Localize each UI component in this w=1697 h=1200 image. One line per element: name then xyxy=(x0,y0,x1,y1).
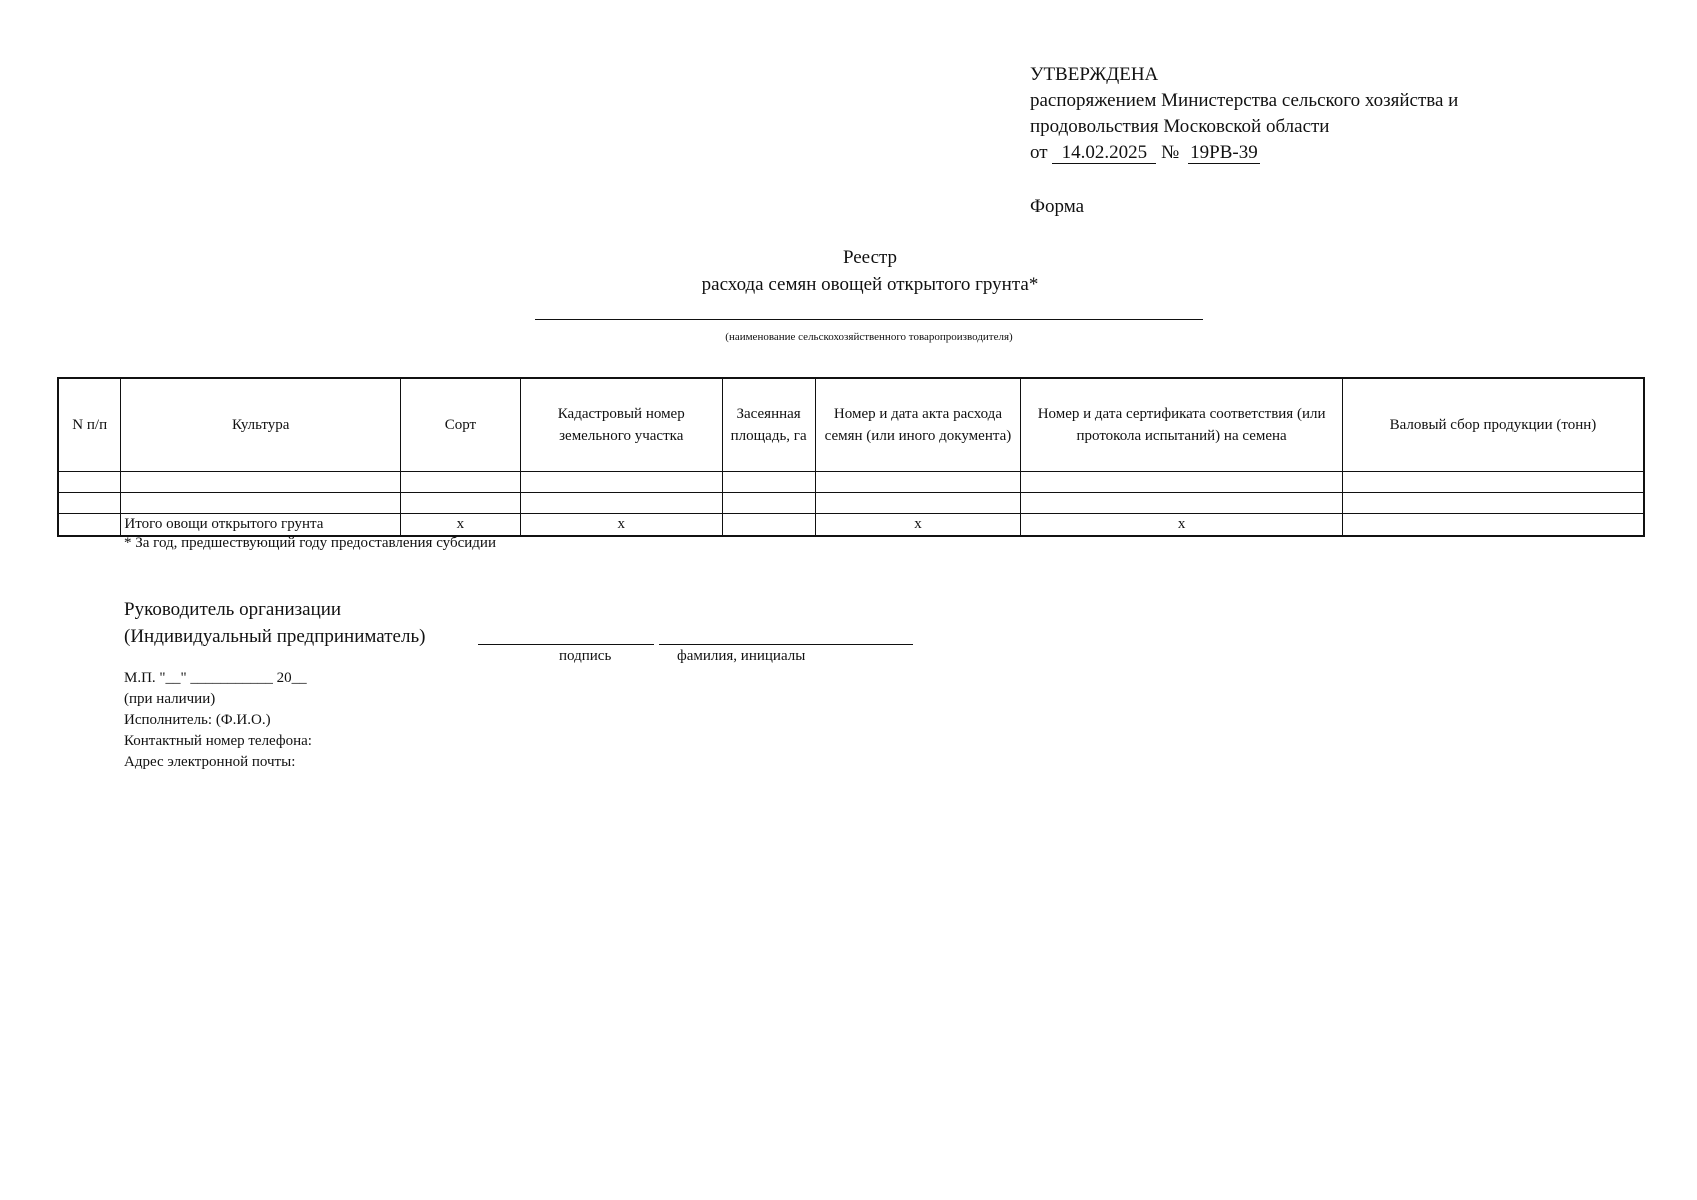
table-cell xyxy=(520,472,722,493)
executor-line: Исполнитель: (Ф.И.О.) xyxy=(124,712,271,728)
total-cadastral-cell: х xyxy=(520,514,722,537)
details-block xyxy=(124,668,312,773)
table-header-row xyxy=(58,378,1644,472)
total-number-cell xyxy=(58,514,121,537)
total-label: Итого овощи открытого грунта xyxy=(121,514,401,537)
header-certificate: Номер и дата сертификата соответствия (или протокола испытаний) на семена xyxy=(1021,378,1343,472)
approval-line-2: продовольствия Московской области xyxy=(1030,116,1330,137)
total-certificate-cell: х xyxy=(1021,514,1343,537)
table-cell xyxy=(121,493,401,514)
header-variety: Сорт xyxy=(401,378,521,472)
approval-from-label: от xyxy=(1030,142,1048,163)
table-cell xyxy=(401,493,521,514)
table-cell xyxy=(815,493,1021,514)
table-cell xyxy=(722,472,815,493)
header-area: Засеянная площадь, га xyxy=(722,378,815,472)
name-caption: фамилия, инициалы xyxy=(677,648,806,664)
total-act-cell: х xyxy=(815,514,1021,537)
table-row xyxy=(58,472,1644,493)
total-harvest-cell xyxy=(1342,514,1644,537)
header-crop: Культура xyxy=(121,378,401,472)
signature-title-line-2: (Индивидуальный предприниматель) xyxy=(124,626,426,647)
table-row xyxy=(58,493,1644,514)
table-cell xyxy=(1342,493,1644,514)
approval-number-label: № xyxy=(1161,142,1180,163)
signature-block xyxy=(124,596,425,650)
table-cell xyxy=(401,472,521,493)
signature-title-line-1: Руководитель организации xyxy=(124,599,342,620)
register-table xyxy=(57,377,1645,537)
producer-caption: (наименование сельскохозяйственного товаропроизводителя) xyxy=(725,331,1013,343)
email-line: Адрес электронной почты: xyxy=(124,754,296,770)
approval-line-1: распоряжением Министерства сельского хозяйства и xyxy=(1030,90,1459,111)
total-variety-cell: х xyxy=(401,514,521,537)
header-cadastral: Кадастровый номер земельного участка xyxy=(520,378,722,472)
stamp-note: (при наличии) xyxy=(124,691,216,707)
table-cell xyxy=(1021,493,1343,514)
table-cell xyxy=(815,472,1021,493)
document-title xyxy=(0,244,1697,298)
table-cell xyxy=(520,493,722,514)
table-cell xyxy=(121,472,401,493)
phone-line: Контактный номер телефона: xyxy=(124,733,312,749)
name-line xyxy=(659,644,913,645)
signature-caption: подпись xyxy=(559,648,612,664)
producer-name-line xyxy=(535,319,1203,320)
approval-date: 14.02.2025 xyxy=(1052,143,1156,164)
title-line-1: Реестр xyxy=(842,247,898,268)
footnote: * За год, предшествующий году предоставления субсидии xyxy=(124,535,496,551)
header-number: N п/п xyxy=(58,378,121,472)
approval-heading: УТВЕРЖДЕНА xyxy=(1030,64,1159,85)
total-row xyxy=(58,514,1644,537)
table-cell xyxy=(1342,472,1644,493)
approval-block xyxy=(1030,62,1458,166)
signature-line xyxy=(478,644,654,645)
stamp-line: М.П. "__" ___________ 20__ xyxy=(124,670,307,686)
table-cell xyxy=(58,493,121,514)
table-cell xyxy=(1021,472,1343,493)
form-label: Форма xyxy=(1030,196,1085,217)
table-cell xyxy=(58,472,121,493)
header-harvest: Валовый сбор продукции (тонн) xyxy=(1342,378,1644,472)
approval-date-line xyxy=(1030,140,1458,166)
table-cell xyxy=(722,493,815,514)
approval-number: 19РВ-39 xyxy=(1188,143,1260,164)
header-act: Номер и дата акта расхода семян (или иного документа) xyxy=(815,378,1021,472)
total-area-cell xyxy=(722,514,815,537)
title-line-2: расхода семян овощей открытого грунта* xyxy=(701,274,1039,295)
